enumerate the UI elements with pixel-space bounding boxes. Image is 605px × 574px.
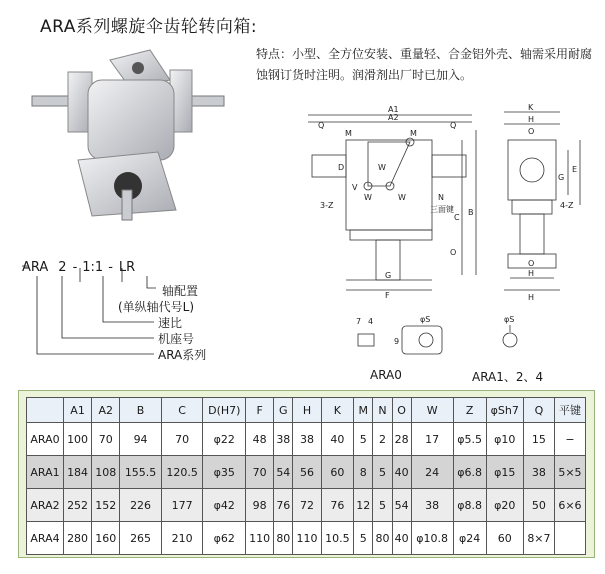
table-cell: 54 xyxy=(392,489,411,522)
table-cell: 38 xyxy=(274,423,293,456)
dim-label: M xyxy=(410,129,417,138)
label-frame-size: 机座号 xyxy=(158,332,195,346)
label-single-shaft: (单纵轴代号L) xyxy=(118,300,195,314)
table-header: A1 xyxy=(64,398,92,423)
table-cell: φ8.8 xyxy=(453,489,486,522)
table-cell: 98 xyxy=(246,489,274,522)
dim-label: 三面键 xyxy=(430,205,454,214)
dim-label: C xyxy=(454,213,460,222)
keyway-label: φS xyxy=(504,315,515,324)
keyway-label: φS xyxy=(420,315,431,324)
page-title: ARA系列螺旋伞齿轮转向箱: xyxy=(40,17,258,37)
keyway-captions xyxy=(370,368,600,386)
table-header: D(H7) xyxy=(203,398,246,423)
table-cell: 120.5 xyxy=(161,456,203,489)
table-cell: φ15 xyxy=(486,456,523,489)
model-code-diagram xyxy=(22,260,252,370)
label-shaft-config: 轴配置 xyxy=(162,284,199,298)
table-cell: 5 xyxy=(373,489,392,522)
table-cell: 210 xyxy=(161,522,203,555)
dim-label: A1 xyxy=(388,105,399,114)
table-cell: 60 xyxy=(321,456,354,489)
spec-table xyxy=(26,397,586,555)
dim-label: H xyxy=(528,115,535,124)
table-cell: 108 xyxy=(92,456,120,489)
dim-label: H xyxy=(528,269,535,278)
table-cell: 94 xyxy=(120,423,162,456)
keyway-label: 4 xyxy=(368,317,374,326)
table-cell: 5 xyxy=(354,522,373,555)
table-cell: 6×6 xyxy=(554,489,585,522)
table-cell: ARA0 xyxy=(27,423,64,456)
dim-label: V xyxy=(352,183,358,192)
table-header: F xyxy=(246,398,274,423)
table-cell: ARA2 xyxy=(27,489,64,522)
table-header: 平键 xyxy=(554,398,585,423)
table-cell: 152 xyxy=(92,489,120,522)
table-header: Q xyxy=(523,398,554,423)
table-cell: 8 xyxy=(354,456,373,489)
table-cell: 40 xyxy=(392,522,411,555)
table-cell: 226 xyxy=(120,489,162,522)
table-cell: 28 xyxy=(392,423,411,456)
table-cell: 80 xyxy=(274,522,293,555)
table-cell: 38 xyxy=(523,456,554,489)
table-cell: 252 xyxy=(64,489,92,522)
table-header: G xyxy=(274,398,293,423)
table-cell: 17 xyxy=(411,423,453,456)
table-cell: 80 xyxy=(373,522,392,555)
table-cell: 110 xyxy=(246,522,274,555)
table-cell: ARA1 xyxy=(27,456,64,489)
table-cell: 40 xyxy=(392,456,411,489)
table-header: O xyxy=(392,398,411,423)
spec-table-panel xyxy=(18,390,595,558)
dim-label: O xyxy=(528,127,535,136)
table-cell: 48 xyxy=(246,423,274,456)
table-header: H xyxy=(293,398,321,423)
table-cell: 100 xyxy=(64,423,92,456)
dim-label: A2 xyxy=(388,113,399,122)
table-cell: 60 xyxy=(486,522,523,555)
table-cell: 5 xyxy=(354,423,373,456)
table-cell: 177 xyxy=(161,489,203,522)
dim-label: O xyxy=(450,248,457,257)
table-cell: 265 xyxy=(120,522,162,555)
table-cell: 5×5 xyxy=(554,456,585,489)
table-cell: 70 xyxy=(161,423,203,456)
dim-label: H xyxy=(528,293,535,302)
table-cell: 70 xyxy=(246,456,274,489)
table-cell: φ24 xyxy=(453,522,486,555)
table-cell: φ10.8 xyxy=(411,522,453,555)
gearbox-photo xyxy=(30,40,230,240)
table-cell: 76 xyxy=(321,489,354,522)
table-cell: 160 xyxy=(92,522,120,555)
table-cell: 40 xyxy=(321,423,354,456)
dimension-drawing xyxy=(290,100,600,315)
table-cell: φ20 xyxy=(486,489,523,522)
table-cell: 15 xyxy=(523,423,554,456)
label-series: ARA系列 xyxy=(158,348,207,362)
table-cell: φ22 xyxy=(203,423,246,456)
table-cell: 110 xyxy=(293,522,321,555)
table-cell: 2 xyxy=(373,423,392,456)
dim-label: W xyxy=(364,193,372,202)
table-header: M xyxy=(354,398,373,423)
table-header: N xyxy=(373,398,392,423)
table-header: Z xyxy=(453,398,486,423)
table-header: φSh7 xyxy=(486,398,523,423)
table-cell: 10.5 xyxy=(321,522,354,555)
table-header-row xyxy=(27,398,586,423)
table-cell: 12 xyxy=(354,489,373,522)
dim-label: 4-Z xyxy=(560,201,574,210)
dim-label: O xyxy=(528,259,535,268)
table-header: C xyxy=(161,398,203,423)
dim-label: E xyxy=(572,165,578,174)
table-row xyxy=(27,489,586,522)
caption-ara0: ARA0 xyxy=(370,368,402,382)
table-cell: 76 xyxy=(274,489,293,522)
table-cell: 54 xyxy=(274,456,293,489)
table-cell xyxy=(554,522,585,555)
table-row xyxy=(27,522,586,555)
caption-ara124: ARA1、2、4 xyxy=(472,370,544,384)
table-header: W xyxy=(411,398,453,423)
features-text: 特点：小型、全方位安装、重量轻、合金铝外壳、轴需采用耐腐蚀钢订货时注明。润滑剂出厂时已加入。 xyxy=(256,47,593,82)
table-header xyxy=(27,398,64,423)
dim-label: 3-Z xyxy=(320,201,334,210)
table-cell: 38 xyxy=(411,489,453,522)
dim-label: Q xyxy=(318,121,325,130)
table-row xyxy=(27,456,586,489)
dim-label: G xyxy=(558,173,565,182)
table-cell: 38 xyxy=(293,423,321,456)
table-header: A2 xyxy=(92,398,120,423)
dim-label: G xyxy=(385,271,392,280)
table-cell: φ42 xyxy=(203,489,246,522)
table-header: B xyxy=(120,398,162,423)
keyway-label: 9 xyxy=(394,337,400,346)
dim-label: M xyxy=(345,129,352,138)
table-cell: 56 xyxy=(293,456,321,489)
table-header: K xyxy=(321,398,354,423)
table-cell: 5 xyxy=(373,456,392,489)
table-cell: 184 xyxy=(64,456,92,489)
dim-label: F xyxy=(385,291,390,300)
table-cell: 280 xyxy=(64,522,92,555)
table-cell: φ62 xyxy=(203,522,246,555)
table-cell: 70 xyxy=(92,423,120,456)
table-cell: φ6.8 xyxy=(453,456,486,489)
table-cell: 24 xyxy=(411,456,453,489)
table-cell: 155.5 xyxy=(120,456,162,489)
table-row xyxy=(27,423,586,456)
dim-label: B xyxy=(468,208,474,217)
keyway-label: 7 xyxy=(356,317,362,326)
dim-label: Q xyxy=(450,121,457,130)
label-ratio: 速比 xyxy=(158,316,183,330)
dim-label: W xyxy=(398,193,406,202)
table-cell: 50 xyxy=(523,489,554,522)
table-cell: 72 xyxy=(293,489,321,522)
table-cell: 8×7 xyxy=(523,522,554,555)
dim-label: W xyxy=(378,163,386,172)
table-cell: φ5.5 xyxy=(453,423,486,456)
dim-label: K xyxy=(528,103,534,112)
table-cell: − xyxy=(554,423,585,456)
table-cell: φ35 xyxy=(203,456,246,489)
dim-label: D xyxy=(338,163,345,172)
table-cell: ARA4 xyxy=(27,522,64,555)
dim-label: N xyxy=(438,193,444,202)
table-cell: φ10 xyxy=(486,423,523,456)
model-code-string: ARA 2 - 1:1 - LR xyxy=(22,260,136,275)
